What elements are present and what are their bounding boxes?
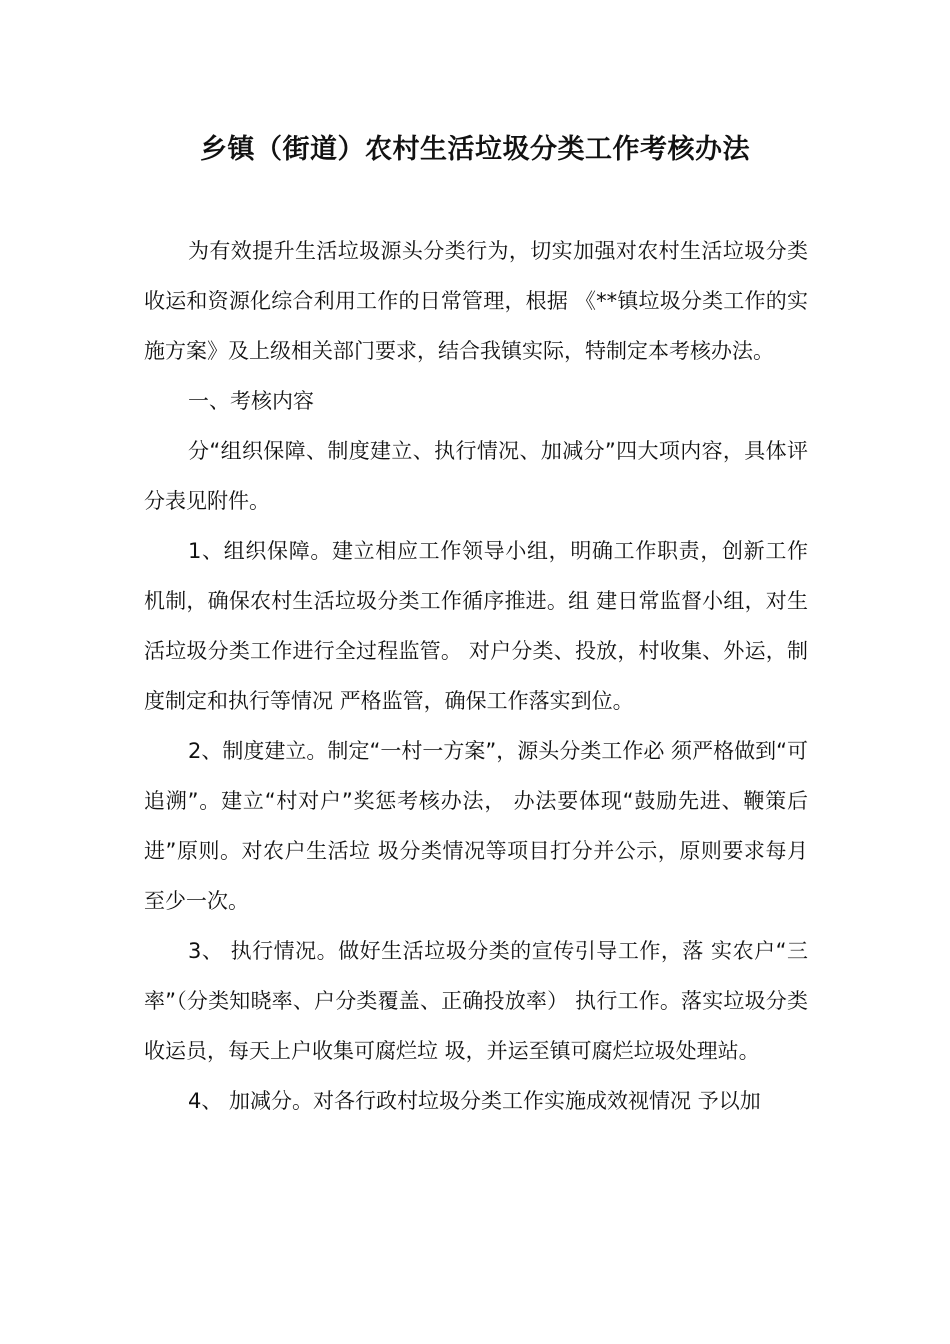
document-title: 乡镇（街道）农村生活垃圾分类工作考核办法 — [200, 134, 750, 165]
item-organization-guarantee: 1、组织保障。建立相应工作领导小组，明确工作职责，创新工作机制，确保农村生活垃圾分类工作循序推进。组 建日常监督小组，对生活垃圾分类工作进行全过程监管。 对户分类、投放，村收集、外运，制度制定和执行等情况 严格监管，确保工作落实到位。 — [144, 539, 808, 713]
item-system-establishment: 2、制度建立。制定“一村一方案”，源头分类工作必 须严格做到“可追溯”。建立“村对户”奖惩考核办法， 办法要体现“鼓励先进、鞭策后进”原则。对农户生活垃 圾分类情况等项目打分并公示，原则要求每月至少一次。 — [144, 739, 808, 913]
section-heading-assessment-content: 一、考核内容 — [188, 389, 314, 413]
item-bonus-deduction: 4、 加减分。对各行政村垃圾分类工作实施成效视情况 予以加 — [188, 1089, 761, 1113]
intro-paragraph: 为有效提升生活垃圾源头分类行为，切实加强对农村生活垃圾分类收运和资源化综合利用工作的日常管理，根据 《**镇垃圾分类工作的实施方案》及上级相关部门要求，结合我镇实际，特制定本考核办法。 — [144, 239, 808, 363]
document-body — [144, 226, 808, 1126]
assessment-overview-paragraph: 分“组织保障、制度建立、执行情况、加减分”四大项内容，具体评分表见附件。 — [144, 439, 808, 513]
item-implementation-status: 3、 执行情况。做好生活垃圾分类的宣传引导工作，落 实农户“三率”（分类知晓率、户分类覆盖、正确投放率） 执行工作。落实垃圾分类收运员，每天上户收集可腐烂垃 圾，并运至镇可腐烂垃圾处理站。 — [144, 939, 808, 1063]
